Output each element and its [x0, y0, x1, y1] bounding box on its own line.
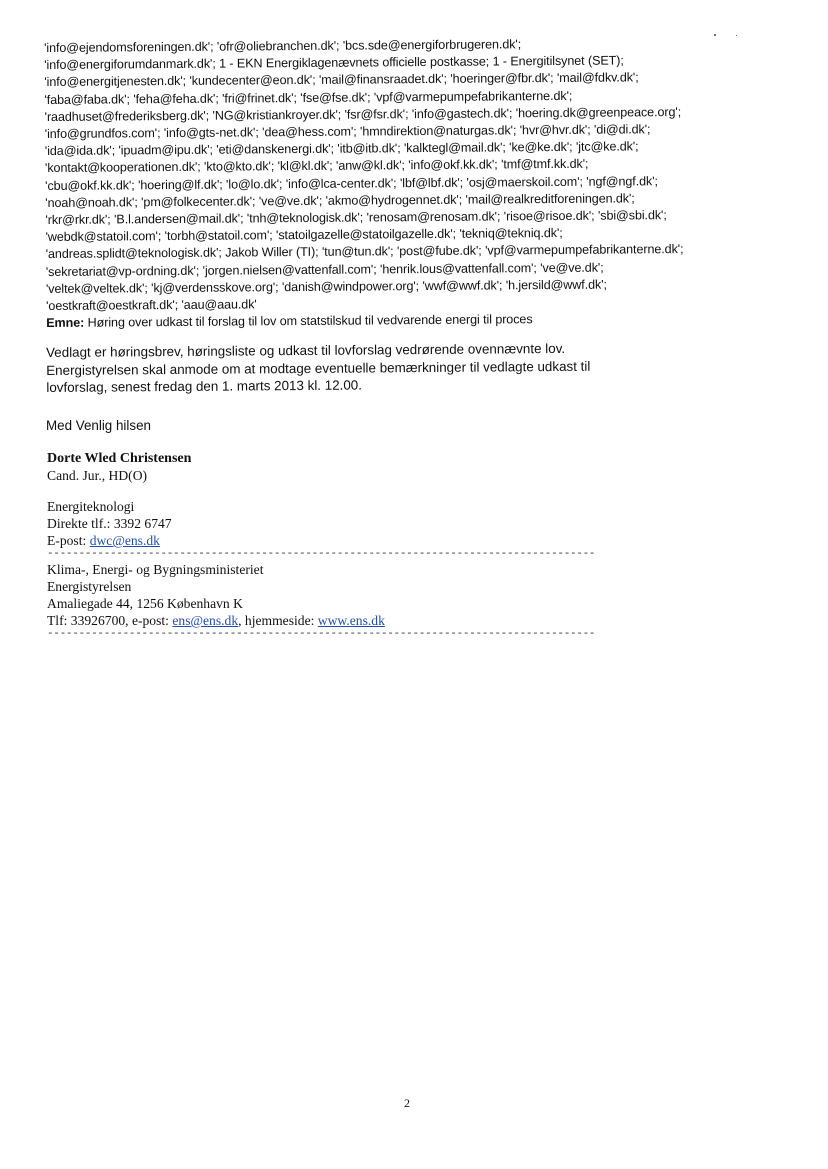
body-line: lovforslag, senest fredag den 1. marts 2013 kl. 12.00.: [46, 377, 363, 396]
greeting: Med Venlig hilsen: [46, 418, 151, 433]
body-line: Energistyrelsen skal anmode om at modtage eventuelle bemærkninger til vedlagte udkast til: [46, 358, 591, 378]
recipient-line: 'andreas.splidt@teknologisk.dk'; Jakob Willer (TI); 'tun@tun.dk'; 'post@fube.dk'; 'vpf@varmepumpefabrikanterne.dk';: [45, 242, 684, 262]
signature-contact: [47, 612, 447, 629]
subject-text: Høring over udkast til forslag til lov om statstilskud til vedvarende energi til proces: [87, 312, 533, 330]
message-body: [46, 338, 766, 396]
subject-label: Emne:: [46, 315, 85, 331]
phone-number: 3392 6747: [113, 516, 172, 531]
signature-name: Dorte Wled Christensen: [47, 451, 192, 466]
recipient-line: 'noah@noah.dk'; 'pm@folkecenter.dk'; 've@ve.dk'; 'akmo@hydrogennet.dk'; 'mail@realkreditforeningen.dk';: [45, 191, 635, 210]
recipient-line: 'sekretariat@vp-ordning.dk'; 'jorgen.nielsen@vattenfall.com'; 'henrik.lous@vattenfall.com'; 've@ve.dk';: [45, 260, 604, 279]
separator-dashes: ---------------------------------------------------------------------------------------: [47, 548, 596, 560]
signature-block: [47, 450, 596, 641]
page-number: 2: [404, 1096, 410, 1110]
signature-email: [47, 532, 447, 549]
recipient-line: 'info@ejendomsforeningen.dk'; 'ofr@oliebranchen.dk'; 'bcs.sde@energiforbrugeren.dk';: [44, 37, 522, 55]
recipient-line: 'info@grundfos.com'; 'info@gts-net.dk'; 'dea@hess.com'; 'hmndirektion@naturgas.dk'; 'hvr@hvr.dk'; 'di@di.dk';: [44, 122, 651, 142]
recipient-line: 'info@energitjenesten.dk'; 'kundecenter@eon.dk'; 'mail@finansraadet.dk'; 'hoeringer@fbr.dk'; 'mail@fdkv.dk';: [44, 70, 639, 90]
recipient-line: 'raadhuset@frederiksberg.dk'; 'NG@kristiankroyer.dk'; 'fsr@fsr.dk'; 'info@gastech.dk'; 'hoering.dk@greenpeace.org';: [44, 104, 682, 124]
signature-department: Energiteknologi: [47, 499, 135, 514]
recipient-line: 'webdk@statoil.com'; 'torbh@statoil.com'; 'statoilgazelle@statoilgazelle.dk'; 'tekniq@tekniq.dk';: [45, 226, 563, 245]
phone-label: Direkte tlf.:: [47, 516, 111, 531]
recipient-line: 'kontakt@kooperationen.dk'; 'kto@kto.dk'; 'kl@kl.dk'; 'anw@kl.dk'; 'info@okf.kk.dk'; 'tmf@tmf.kk.dk';: [44, 157, 589, 176]
signature-ministry: Klima-, Energi- og Bygningsministeriet: [47, 562, 264, 577]
recipient-list: [44, 34, 786, 332]
signature-title: Cand. Jur., HD(O): [47, 468, 148, 483]
signature-phone: [47, 515, 447, 532]
contact-email-link[interactable]: ens@ens.dk: [172, 613, 239, 628]
email-label: E-post:: [47, 533, 87, 548]
contact-mid: , hjemmeside:: [238, 613, 315, 628]
recipient-line: 'ida@ida.dk'; 'ipuadm@ipu.dk'; 'eti@danskenergi.dk'; 'itb@itb.dk'; 'kalktegl@mail.dk'; 'ke@ke.dk'; 'jtc@ke.dk';: [44, 139, 639, 159]
recipient-line: 'info@energiforumdanmark.dk'; 1 - EKN Energiklagenævnets officielle postkasse; 1 - Energitilsynet (SET);: [44, 53, 624, 73]
signature-agency: Energistyrelsen: [47, 579, 132, 594]
recipient-line: 'veltek@veltek.dk'; 'kj@verdensskove.org'; 'danish@windpower.org'; 'wwf@wwf.dk'; 'h.jersild@wwf.dk';: [45, 277, 607, 296]
recipient-line: 'cbu@okf.kk.dk'; 'hoering@lf.dk'; 'lo@lo.dk'; 'info@lca-center.dk'; 'lbf@lbf.dk'; 'osj@maerskoil.com'; 'ngf@ngf.dk';: [45, 173, 658, 193]
signature-address: Amaliegade 44, 1256 København K: [47, 596, 243, 611]
recipient-line: 'rkr@rkr.dk'; 'B.l.andersen@mail.dk'; 'tnh@teknologisk.dk'; 'renosam@renosam.dk'; 'risoe@risoe.dk'; 'sbi@sbi.dk';: [45, 208, 667, 228]
body-line: Vedlagt er høringsbrev, høringsliste og udkast til lovforslag vedrørende ovennævnte lov.: [46, 340, 566, 360]
website-link[interactable]: www.ens.dk: [317, 613, 385, 628]
email-link[interactable]: dwc@ens.dk: [89, 533, 160, 548]
recipient-line: 'faba@faba.dk'; 'feha@feha.dk'; 'fri@frinet.dk'; 'fse@fse.dk'; 'vpf@varmepumpefabrikanterne.dk';: [44, 88, 573, 107]
separator-dashes: ---------------------------------------------------------------------------------------: [47, 628, 596, 640]
recipient-line: 'oestkraft@oestkraft.dk'; 'aau@aau.dk': [46, 297, 257, 314]
contact-prefix: Tlf: 33926700, e-post:: [47, 613, 169, 628]
